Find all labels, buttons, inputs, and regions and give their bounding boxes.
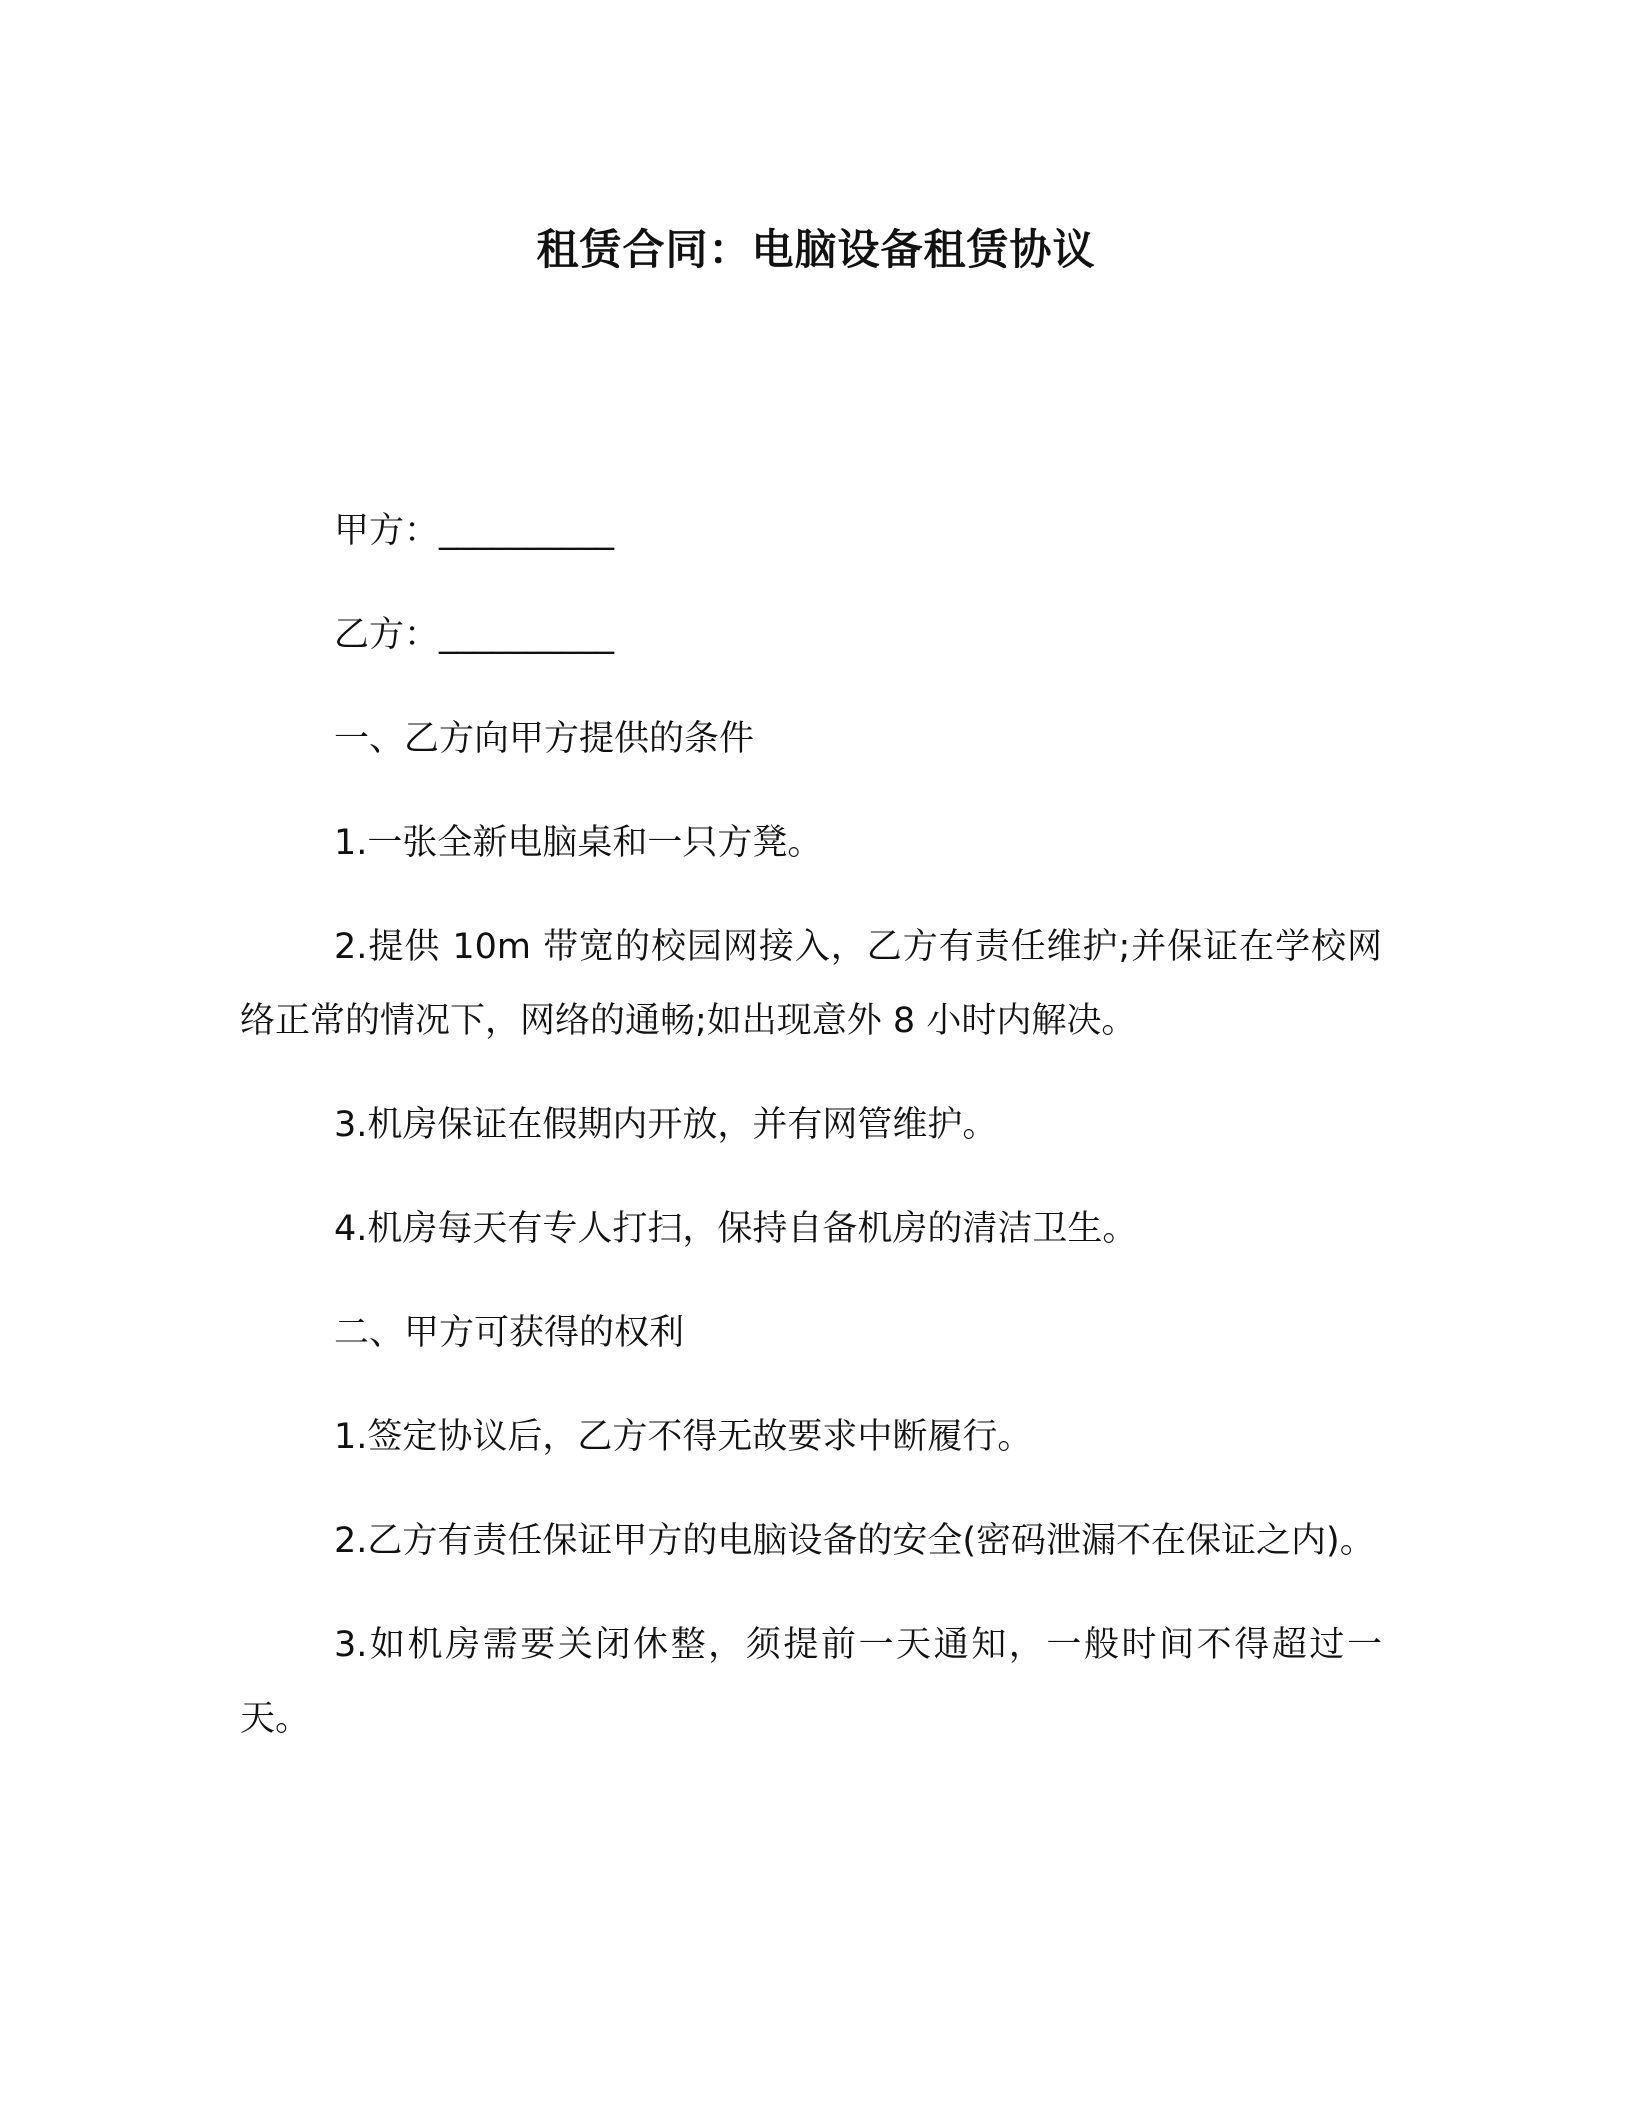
document-body: [240, 494, 1382, 1786]
section-heading-2: 二、甲方可获得的权利: [334, 1313, 685, 1353]
clause-2-2: 2.乙方有责任保证甲方的电脑设备的安全(密码泄漏不在保证之内)。: [334, 1521, 1375, 1561]
clause-1-3: 3.机房保证在假期内开放，并有网管维护。: [334, 1105, 998, 1145]
section-heading-1: 一、乙方向甲方提供的条件: [334, 719, 755, 759]
clause-2-1: 1.签定协议后，乙方不得无故要求中断履行。: [334, 1417, 1033, 1457]
document-title: 租赁合同：电脑设备租赁协议: [536, 225, 1096, 274]
clause-2-3: 3.如机房需要关闭休整，须提前一天通知，一般时间不得超过一天。: [240, 1625, 1382, 1739]
party-a-line: 甲方：__________: [334, 511, 615, 551]
party-b-line: 乙方：__________: [334, 615, 615, 655]
clause-1-1: 1.一张全新电脑桌和一只方凳。: [334, 823, 823, 863]
clause-1-4: 4.机房每天有专人打扫，保持自备机房的清洁卫生。: [334, 1209, 1138, 1249]
clause-1-2: 2.提供 10m 带宽的校园网接入，乙方有责任维护;并保证在学校网络正常的情况下，网络的通畅;如出现意外 8 小时内解决。: [240, 927, 1382, 1041]
